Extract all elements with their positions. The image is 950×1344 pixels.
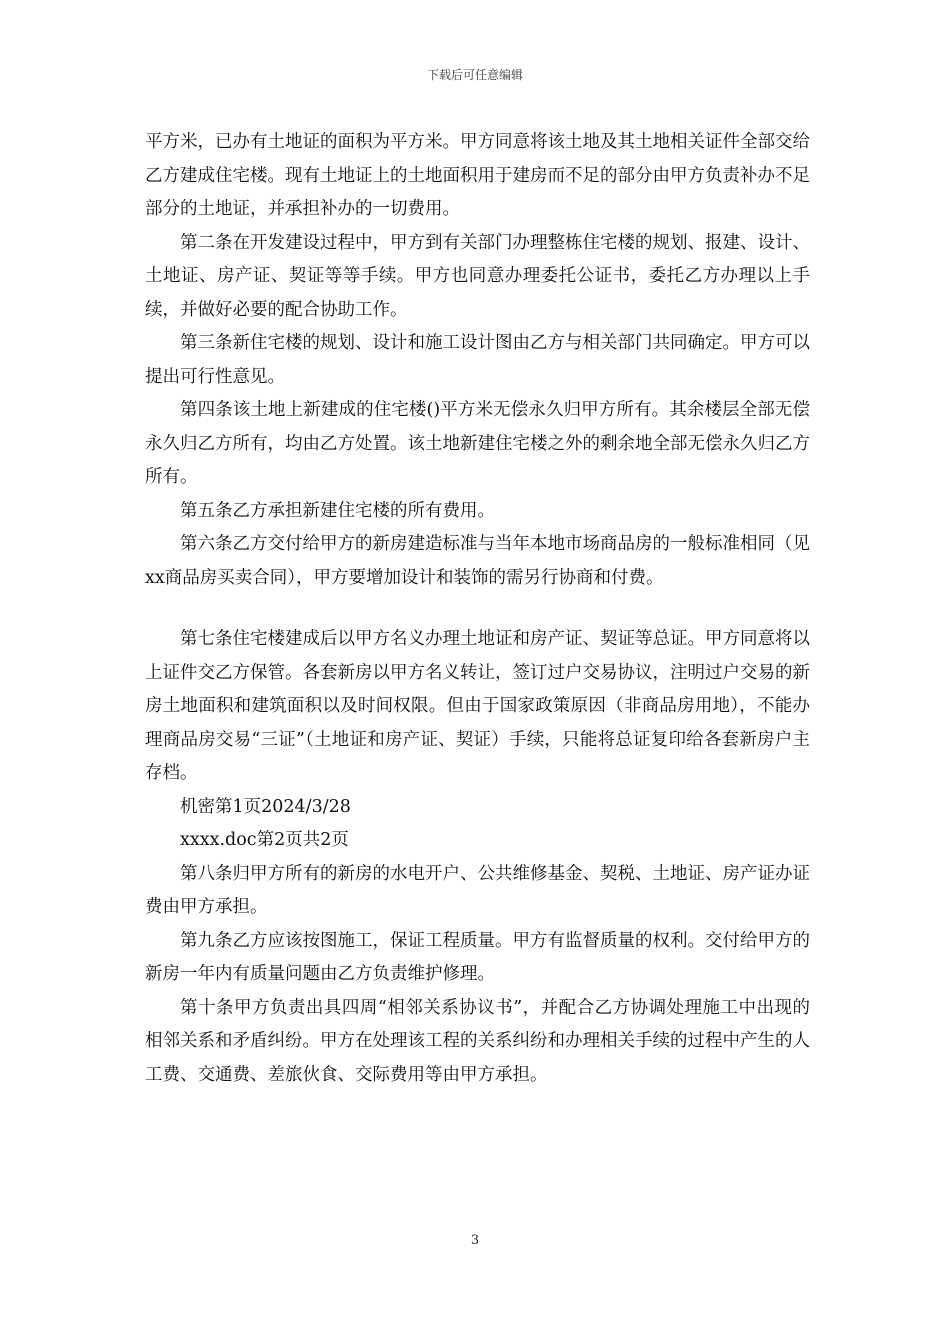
paragraph-article-10: 第十条甲方负责出具四周“相邻关系协议书”，并配合乙方协调处理施工中出现的相邻关系和矛盾纠纷。甲方在处理该工程的关系纠纷和办理相关手续的过程中产生的人工费、交通费、差旅伙食、交际费用等由甲方承担。 xyxy=(145,997,810,1085)
paragraph-article-8: 第八条归甲方所有的新房的水电开户、公共维修基金、契税、土地证、房产证办证费由甲方承担。 xyxy=(145,863,810,917)
paragraph-article-3: 第三条新住宅楼的规划、设计和施工设计图由乙方与相关部门共同确定。甲方可以提出可行性意见。 xyxy=(145,333,810,387)
page-number: 3 xyxy=(470,1233,480,1248)
paragraph-article-9: 第九条乙方应该按图施工，保证工程质量。甲方有监督质量的权利。交付给甲方的新房一年内有质量问题由乙方负责维护修理。 xyxy=(145,930,810,984)
paragraph-gap xyxy=(145,595,810,623)
confidential-page-line: 机密第1页2024/3/28 xyxy=(180,796,351,817)
paragraph-article-5: 第五条乙方承担新建住宅楼的所有费用。 xyxy=(180,500,495,521)
document-body xyxy=(145,126,810,1092)
paragraph-article-7: 第七条住宅楼建成后以甲方名义办理土地证和房产证、契证等总证。甲方同意将以上证件交乙方保管。各套新房以甲方名义转让，签订过户交易协议，注明过户交易的新房土地面积和建筑面积以及时间权限。但由于国家政策原因（非商品房用地），不能办理商品房交易“三证”（土地证和房产证、契证）手续，只能将总证复印给各套新房户主存档。 xyxy=(145,629,810,783)
doc-page-info-line: xxxx.doc第2页共2页 xyxy=(180,830,349,850)
paragraph-article-4: 第四条该土地上新建成的住宅楼()平方米无偿永久归甲方所有。其余楼层全部无偿永久归乙方所有，均由乙方处置。该土地新建住宅楼之外的剩余地全部无偿永久归乙方所有。 xyxy=(145,400,810,487)
paragraph-article-2: 第二条在开发建设过程中，甲方到有关部门办理整栋住宅楼的规划、报建、设计、土地证、房产证、契证等等手续。甲方也同意办理委托公证书，委托乙方办理以上手续，并做好必要的配合协助工作。 xyxy=(145,232,810,320)
paragraph-land-area: 平方米，已办有土地证的面积为平方米。甲方同意将该土地及其土地相关证件全部交给乙方建成住宅楼。现有土地证上的土地面积用于建房而不足的部分由甲方负责补办不足部分的土地证，并承担补办的一切费用。 xyxy=(145,132,810,219)
paragraph-article-6: 第六条乙方交付给甲方的新房建造标准与当年本地市场商品房的一般标准相同（见xx商品房买卖合同），甲方要增加设计和装饰的需另行协商和付费。 xyxy=(145,534,810,588)
page-header: 下载后可任意编辑 xyxy=(426,68,523,82)
